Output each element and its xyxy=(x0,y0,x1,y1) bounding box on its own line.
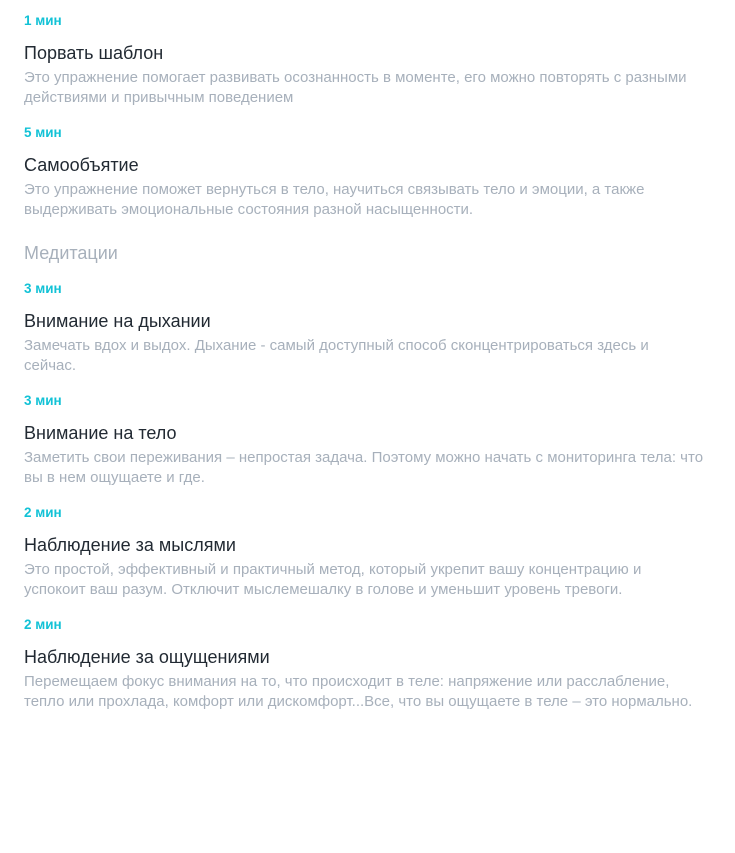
exercise-item-self-hug[interactable] xyxy=(24,125,704,220)
section-title-meditations: Медитации xyxy=(24,243,118,263)
meditation-description: Перемещаем фокус внимания на то, что происходит в теле: напряжение или расслабление, тепло или прохлада, комфорт или дискомфорт...Все, что вы ощущаете в теле – это нормально. xyxy=(24,673,693,710)
exercise-description: Это упражнение поможет вернуться в тело, научиться связывать тело и эмоции, а также выдерживать эмоциональные состояния разной насыщенности. xyxy=(24,181,645,218)
exercise-item-break-pattern[interactable] xyxy=(24,13,704,108)
meditation-item-body[interactable] xyxy=(24,393,704,488)
meditation-description: Замечать вдох и выдох. Дыхание - самый доступный способ сконцентрироваться здесь и сейчас. xyxy=(24,337,649,374)
meditation-title: Внимание на тело xyxy=(24,423,177,443)
exercise-title: Порвать шаблон xyxy=(24,43,164,63)
meditation-title: Внимание на дыхании xyxy=(24,311,211,331)
meditation-description: Это простой, эффективный и практичный метод, который укрепит вашу концентрацию и успокоит ваш разум. Отключит мыслемешалку в голове и уменьшит уровень тревоги. xyxy=(24,561,642,598)
exercise-title: Самообъятие xyxy=(24,155,139,175)
meditation-item-sensations[interactable] xyxy=(24,617,704,712)
meditation-title: Наблюдение за ощущениями xyxy=(24,647,270,667)
duration-label: 3 мин xyxy=(24,393,62,408)
meditation-item-thoughts[interactable] xyxy=(24,505,704,600)
meditation-description: Заметить свои переживания – непростая задача. Поэтому можно начать с мониторинга тела: что вы в нем ощущаете и где. xyxy=(24,449,704,486)
exercise-description: Это упражнение помогает развивать осознанность в моменте, его можно повторять с разными действиями и привычным поведением xyxy=(24,69,687,106)
meditation-item-breath[interactable] xyxy=(24,281,704,376)
duration-label: 2 мин xyxy=(24,505,62,520)
practice-list xyxy=(24,13,704,712)
duration-label: 5 мин xyxy=(24,125,62,140)
duration-label: 1 мин xyxy=(24,13,62,28)
duration-label: 3 мин xyxy=(24,281,62,296)
duration-label: 2 мин xyxy=(24,617,62,632)
meditation-title: Наблюдение за мыслями xyxy=(24,535,236,555)
